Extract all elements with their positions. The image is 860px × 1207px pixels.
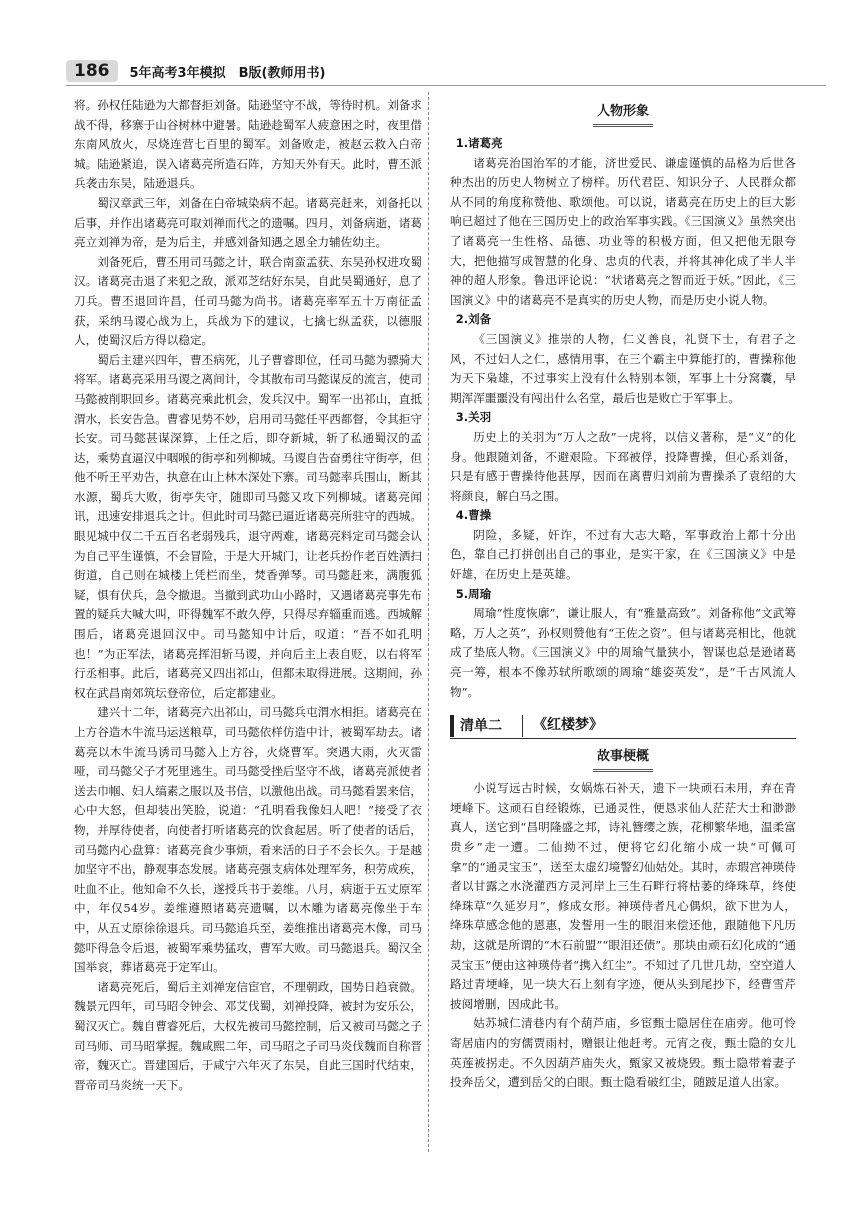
left-column [74, 96, 422, 1095]
character-heading: 5.周瑜 [455, 586, 492, 601]
list-separator [522, 715, 523, 737]
character-text: 周瑜“性度恢廓”，谦让服人，有“雅量高致”。刘备称他“文武筹略，万人之英”，孙权则赞他有“王佐之资”。但与诸葛亮相比，他就成了垫底人物。《三国演义》中的周瑜气量狭小，智谋也总是逊诸葛亮一筹，根本不像苏轼所歌颂的周瑜“雄姿英发”，是“千古风流人物”。 [450, 606, 796, 699]
section-title-text: 人物形象 [593, 102, 653, 127]
list-title: 《红楼梦》 [533, 717, 603, 734]
character-text: 诸葛亮治国治军的才能，济世爱民、谦虚谨慎的品格为后世各种杰出的历史人物树立了榜样。历代君臣、知识分子、人民群众都从不同的角度称赞他、歌颂他。可以说，诸葛亮在历史上的巨大影响已超过了他在三国历史上的政治军事实践。《三国演义》虽然突出了诸葛亮一生性格、品德、功业等的积极方面，但又把他无限夸大，把他描写成智慧的化身、忠贞的代表，并将其神化成了半人半神的超人形象。鲁迅评论说：“状诸葛亮之智而近于妖。”因此，《三国演义》中的诸葛亮不是真实的历史人物，而是历史小说人物。 [450, 155, 796, 307]
paragraph: 建兴十二年，诸葛亮六出祁山，司马懿兵屯渭水相拒。诸葛亮在上方谷造木牛流马运送粮草，司马懿依样仿造中计，被蜀军劫去。诸葛亮以木牛流马诱司马懿入上方谷，火烧曹军。突遇大雨，火灭雷哑，司马懿父子才死里逃生。司马懿受挫后坚守不战，诸葛亮派使者送去巾帼、妇人缟素之服以及书信，以激他出战。司马懿看罢来信，心中大怒，但却装出笑脸，说道：“孔明看我像妇人吧！”接受了衣物，并厚待使者，向使者打听诸葛亮的饮食起居。听了使者的话后，司马懿内心盘算：诸葛亮食少事烦，看来活的日子不会长久。于是越加坚守不出，静观事态发展。诸葛亮强支病体处理军务，积劳成疾，吐血不止。他知命不久长，遂授兵书于姜维。八月，病逝于五丈原军中，年仅54岁。姜维遵照诸葛亮遗嘱，以木雕为诸葛亮像坐于车中，从五丈原徐徐退兵。司马懿追兵至，姜维推出诸葛亮木像，司马懿吓得急令后退，被蜀军乘势猛攻，曹军大败。司马懿退兵。蜀汉全国举哀，葬诸葛亮于定军山。 [74, 705, 422, 975]
page-number: 186 [66, 60, 118, 82]
right-column [450, 96, 796, 1093]
story-paragraph: 姑苏城仁清巷内有个葫芦庙，乡宦甄士隐居住在庙旁。他可怜寄居庙内的穷儒贾雨村，赠银让他赶考。元宵之夜，甄士隐的女儿英莲被拐走。不久因葫芦庙失火，甄家又被烧毁。甄士隐带着妻子投奔岳父，遭到岳父的白眼。甄士隐看破红尘，随跛足道人出家。 [450, 1016, 796, 1090]
character-heading: 1.诸葛亮 [455, 136, 503, 150]
section-title-text: 故事梗概 [593, 747, 653, 772]
page-header [66, 58, 826, 84]
book-title: 5年高考3年模拟 B版(教师用书) [129, 65, 326, 81]
character-heading: 4.曹操 [455, 508, 492, 523]
paragraph: 蜀后主建兴四年，曹丕病死，儿子曹睿即位，任司马懿为骠骑大将军。诸葛亮采用马谡之离间计，令其散布司马懿谋反的流言，使司马懿被削职回乡。诸葛亮乘此机会，发兵汉中。蜀军一出祁山，直抵渭水，长安告急。曹睿见势不妙，启用司马懿任平西都督，令其拒守长安。司马懿甚谋深算，上任之后，即夺新城，斩了私通蜀汉的孟达，乘势直逼汉中咽喉的街亭和列柳城。马谡自告奋勇往守街亭，但他不听王平劝告，执意在山上林木深处下寨。司马懿率兵围山，断其水源，蜀兵大败，街亭失守，随即司马懿又攻下列柳城。诸葛亮闻讯，迅速安排退兵之计。但此时司马懿已逼近诸葛亮所驻守的西城。眼见城中仅二千五百名老弱残兵，退守两难，诸葛亮料定司马懿会认为自己平生谨慎，不会冒险，于是大开城门，让老兵扮作老百姓洒扫街道，自己则在城楼上凭栏而坐，焚香弹琴。司马懿赶来，满腹狐疑，惧有伏兵，急令撤退。当撤到武功山小路时，又遇诸葛亮事先布置的疑兵大喊大叫，吓得魏军不敢久停，只得尽弃辎重而逃。西城解围后，诸葛亮退回汉中。司马懿知中计后，叹道：“吾不如孔明也！”为正军法，诸葛亮挥泪斩马谡，并向后主上表自贬，以右将军行丞相事。此后，诸葛亮又四出祁山，但都未取得进展。这期间，孙权在武昌南郊筑坛登帝位，后定都建业。 [74, 352, 422, 700]
header-rule [66, 85, 826, 86]
character-text: 阴险，多疑，奸诈，不过有大志大略，军事政治上都十分出色，靠自己打拼创出自己的事业，是实干家，在《三国演义》中是奸雄，在历史上是英雄。 [450, 527, 796, 582]
character-text: 历史上的关羽为“万人之敌”一虎将，以信义著称，是“义”的化身。他跟随刘备，不避艰险。下邳被俘，投降曹操，但心系刘备，只是有感于曹操待他甚厚，因而在离曹归刘前为曹操杀了袁绍的大将颜良，解白马之围。 [450, 429, 796, 503]
section-title [450, 102, 796, 126]
list-header [450, 714, 796, 739]
paragraph: 将。孙权任陆逊为大都督拒刘备。陆逊坚守不战，等待时机。刘备求战不得，移寨于山谷树林中避暑。陆逊趁蜀军人疲意困之时，夜里借东南风放火，尽烧连营七百里的蜀军。刘备败走，被赵云救入白帝城。陆逊紧追，误入诸葛亮所造石阵，方知天外有天。此时，曹丕派兵袭击东吴，陆逊退兵。 [74, 98, 422, 191]
story-paragraph: 小说写远古时候，女娲炼石补天，遗下一块顽石未用，弃在青埂峰下。这顽石自经锻炼，已通灵性，便恳求仙人茫茫大士和渺渺真人，送它到“昌明隆盛之邦，诗礼簪缨之族，花柳繁华地，温柔富贵乡”走一遭。二仙拗不过，便将它幻化缩小成一块“可佩可拿”的“通灵宝玉”，送至太虚幻境警幻仙姑处。其时，赤瑕宫神瑛侍者以甘露之水浇灌西方灵河岸上三生石畔行将枯萎的绛珠草，终使绛珠草“久延岁月”，修成女形。神瑛侍者凡心偶炽，欲下世为人，绛珠草感念他的恩惠，发誓用一生的眼泪来偿还他，跟随他下凡历劫，这就是所谓的“木石前盟”“眼泪还债”。那块由顽石幻化成的“通灵宝玉”便由这神瑛侍者“携入红尘”。不知过了几世几劫，空空道人路过青埂峰，见一块大石上刻有字迹，便从头到尾抄下，经曹雪芹披阅增删，因成此书。 [450, 781, 796, 1011]
paragraph: 刘备死后，曹丕用司马懿之计，联合南蛮孟获、东吴孙权进攻蜀汉。诸葛亮击退了来犯之敌，派邓芝结好东吴，自此吴蜀通好，息了刀兵。曹丕退回许昌，任司马懿为尚书。诸葛亮率军五十万南征孟获，采纳马谡心战为上，兵战为下的建议，七擒七纵孟获，以德服人，使蜀汉后方得以稳定。 [74, 254, 422, 348]
character-heading: 2.刘备 [455, 312, 492, 327]
paragraph: 蜀汉章武三年，刘备在白帝城染病不起。诸葛亮赶来，刘备托以后事，并作出诸葛亮可取刘禅而代之的遗嘱。四月，刘备病逝，诸葛亮立刘禅为帝，是为后主，并感刘备知遇之恩全力辅佐幼主。 [74, 195, 422, 250]
column-divider [428, 92, 429, 1152]
character-heading: 3.关羽 [455, 410, 492, 425]
section-title [450, 747, 796, 771]
paragraph: 诸葛亮死后，蜀后主刘禅宠信宦官，不理朝政，国势日趋衰微。魏景元四年，司马昭令钟会、邓艾伐蜀，刘禅投降，被封为安乐公，蜀汉灭亡。魏自曹睿死后，大权先被司马懿控制，后又被司马懿之子司马师、司马昭掌握。魏咸熙二年，司马昭之子司马炎伐魏而自称晋帝，魏灭亡。晋建国后，于咸宁六年灭了东吴，自此三国时代结束，晋帝司马炎统一天下。 [74, 979, 422, 1092]
list-tag: 清单二 [450, 715, 502, 737]
character-text: 《三国演义》推崇的人物，仁义善良，礼贤下士，有君子之风，不过妇人之仁，感情用事，在三个霸主中算能打的，曹操称他为天下枭雄，不过事实上没有什么特别本领，军事上十分窝囊，早期浑浑噩噩没有闯出什么名堂，最后也是败亡于军事上。 [450, 331, 796, 405]
